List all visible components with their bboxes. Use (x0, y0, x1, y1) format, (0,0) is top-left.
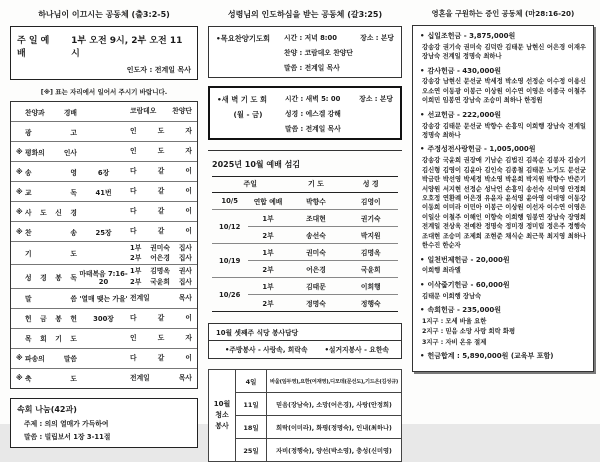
stand-marker: ※ (16, 167, 23, 176)
offering-district-2: 2지구 : 믿음 소망 사랑 희락 화평 (422, 328, 516, 336)
bullet-icon: • (420, 66, 425, 75)
right-column (412, 0, 594, 372)
order-person: 1부 권미숙 집사 2부 어은경 집사 (130, 244, 192, 263)
cell-group-theme: 주제 : 의의 열매가 가득하여 (24, 419, 109, 428)
worship-order-table (10, 101, 198, 389)
serving-schedule-title: 2025년 10월 예배 섬김 (212, 160, 301, 169)
meeting-details (284, 32, 394, 72)
offering-title: 선교헌금 - 222,000원 (427, 110, 501, 119)
order-detail: 300장 (93, 315, 114, 324)
meeting-time: 시간 : 새벽 5: 00 (285, 95, 341, 103)
order-person: 인 도 자 (130, 147, 192, 156)
order-person: 1부 김명옥 권사 2부 국윤희 집사 (130, 267, 192, 286)
order-label: 광 고 (25, 128, 77, 137)
meeting-name: •목요찬양기도회 (216, 34, 271, 43)
serving-scripture: 권기숙 (343, 210, 398, 227)
serving-part: 2부 (248, 295, 289, 312)
serving-row (212, 278, 398, 295)
order-row-benediction (11, 368, 197, 388)
meeting-bible: 성경 : 에스겔 강해 (285, 110, 341, 118)
stand-marker: ※ (16, 207, 23, 216)
serving-date: 10/26 (212, 278, 248, 312)
dishwashing-service: •설거지봉사 - 요한속 (324, 346, 389, 354)
order-label: 파송의 말씀 (25, 355, 77, 364)
offering-names: 강송강 국윤희 권장애 기남순 김법진 김복순 김봉자 김슬기 김신형 김영이 김윤아 김인숙 김종철 김태문 노기도 문선균 박금란 박선영 박세정 박소영 박윤희 박지원 박향수 반준기 서양원 서지현 선정순 성낙언 손흥익 송선숙 신미영 안정희 오호정 연환례 어은경 유윤자 윤석영 윤아영 이대영 이동강 이동희 이미라 이민아 이봉근 이상원 이선자 이수연 이영은 이일산 이철주 이해인 이향숙 이희행 임봉연 장남숙 장영희 전계일 전상욱 전예찬 정명숙 정미경 정미림 정은주 정행숙 조대현 조승미 조제희 조현준 채식순 최근묵 최지영 최하나 한수진 한순자 (422, 157, 586, 250)
order-row-hymn (11, 221, 197, 241)
order-person: 다 같 이 (130, 227, 192, 236)
meeting-days: (월 - 금) (233, 110, 263, 119)
order-label: 목 회 기 도 (25, 335, 77, 344)
order-label: 교 독 (25, 188, 77, 197)
order-label: 평화의 인사 (25, 148, 77, 157)
serving-part: 2부 (248, 227, 289, 244)
col-header-prayer: 기 도 (289, 177, 344, 193)
serving-date: 10/5 (212, 193, 248, 210)
serving-schedule-table (212, 176, 398, 312)
bullet-icon: • (420, 352, 425, 361)
bullet-icon: • (420, 280, 425, 289)
order-label: 찬 송 (25, 228, 77, 237)
order-label: 사 도 신 경 (25, 208, 77, 217)
offering-section-cellgroup (420, 306, 586, 347)
offering-title: 이삭줍기헌금 - 60,000원 (427, 280, 510, 289)
meeting-name: •새 벽 기 도 회 (월 - 금) (217, 93, 279, 133)
offering-section-mission (420, 111, 586, 141)
offering-title: 감사헌금 - 430,000원 (427, 66, 501, 75)
left-column (10, 0, 198, 448)
serving-prayer: 정명숙 (289, 295, 344, 312)
order-person: 다 같 이 (130, 314, 192, 323)
meeting-place: 장소 : 본당 (360, 34, 394, 42)
left-column-title: 하나님이 이끄시는 공동체 (출3:2-5) (38, 10, 170, 19)
stand-marker: ※ (16, 147, 23, 156)
order-person: 전계일 목사 (130, 374, 192, 383)
order-row-doxology (11, 161, 197, 181)
order-person: 인 도 자 (130, 334, 192, 343)
sunday-service-times: 1부 오전 9시, 2부 오전 11시 (71, 36, 183, 59)
dawn-prayer-meeting-box (208, 86, 402, 140)
order-row-responsive-reading (11, 181, 197, 201)
serving-scripture: 김명옥 (343, 244, 398, 261)
meeting-time: 시간 : 저녁 8:00 (284, 34, 337, 42)
offering-section-sanctuary (420, 145, 586, 250)
order-row-pastoral-prayer (11, 328, 197, 348)
sunday-service-leader: 인도자 : 전계일 목사 (126, 66, 191, 74)
offering-title: 일천번제헌금 - 20,000원 (427, 255, 510, 264)
meeting-speaker: 말씀 : 전계일 목사 (285, 125, 341, 133)
thursday-praise-meeting-box (208, 26, 402, 78)
order-person: 다 같 이 (130, 187, 192, 196)
cleaning-day: 25일 (236, 439, 267, 462)
order-person: 코람데오 찬양단 (130, 107, 192, 116)
cell-group-sharing-box (10, 398, 198, 448)
order-label: 헌 금 봉 헌 (25, 315, 77, 324)
middle-column-title: 성령님의 인도하심을 받는 공동체 (갈3:25) (227, 10, 383, 19)
section-divider (208, 150, 402, 151)
serving-prayer: 조대현 (289, 210, 344, 227)
sermon-title: '열매 맺는 가을' (79, 295, 128, 304)
serving-prayer: 송선숙 (289, 227, 344, 244)
cleaning-teams: 믿음(장남숙), 소망(어은경), 사랑(안정희) (267, 393, 402, 416)
order-person: 다 같 이 (130, 207, 192, 216)
order-label: 기 도 (25, 250, 77, 259)
bullet-icon: • (420, 145, 425, 154)
order-detail: 6장 (97, 168, 110, 177)
order-label: 송 영 (25, 168, 77, 177)
cell-group-scripture: 말씀 : 빌립보서 1장 3-11절 (24, 432, 111, 441)
order-detail: 마태복음 7:16-20 (79, 269, 128, 286)
col-header-scripture: 성 경 (343, 177, 398, 193)
cleaning-day: 18일 (236, 416, 267, 439)
cleaning-row (209, 416, 402, 439)
order-row-creed (11, 201, 197, 221)
serving-row (212, 210, 398, 227)
serving-scripture: 정행숙 (343, 295, 398, 312)
dining-service-box (208, 323, 402, 359)
cleaning-service-table (208, 369, 402, 462)
order-detail: 25장 (95, 228, 112, 237)
stand-marker: ※ (16, 354, 23, 363)
stand-marker: ※ (16, 374, 23, 383)
order-row-scripture-reading (11, 264, 197, 287)
bullet-icon: • (420, 306, 425, 315)
order-row-greeting (11, 141, 197, 161)
meeting-praise: 찬양 : 코람데오 찬양단 (284, 49, 353, 57)
meeting-details (285, 93, 393, 133)
offering-names: 김태문 이희행 장남숙 (422, 292, 482, 300)
order-person: 인 도 자 (130, 127, 192, 136)
cleaning-row (209, 370, 402, 393)
order-label: 말 씀 (25, 295, 77, 304)
cleaning-teams: 자비(정행숙), 양선(박소영), 충성(신미영) (267, 439, 402, 462)
offering-total: 헌금합계 : 5,890,000원 (교육부 포함) (427, 352, 554, 361)
sunday-service-title (17, 33, 191, 59)
serving-scripture: 김영이 (343, 193, 398, 210)
order-row-offering (11, 308, 197, 328)
offering-report-box (412, 25, 594, 372)
order-detail: 41번 (95, 188, 112, 197)
middle-column (208, 0, 402, 462)
offering-title: 주정성전사랑헌금 - 1,005,000원 (427, 145, 536, 154)
order-person: 다 같 이 (130, 167, 192, 176)
serving-row (212, 193, 398, 210)
serving-part: 1부 (248, 244, 289, 261)
serving-prayer: 김태문 (289, 278, 344, 295)
bullet-icon: • (420, 255, 425, 264)
col-header-date: 주일 (212, 177, 289, 193)
cleaning-row (209, 439, 402, 462)
offering-district-1: 1지구 : 모세 바울 요한 (422, 317, 487, 325)
offering-title: 속회헌금 - 235,000원 (427, 306, 501, 315)
stand-marker: ※ (16, 227, 23, 236)
offering-names: 강송강 권기숙 권미숙 김덕란 김태문 남현신 어은경 이재우 장남숙 전계일 정명숙 최하나 (422, 43, 586, 61)
cleaning-day: 4일 (236, 370, 267, 393)
offering-section-tithe (420, 32, 586, 62)
order-label: 성 경 봉 독 (25, 273, 77, 282)
serving-part: 연합 예배 (248, 193, 289, 210)
cleaning-teams: 희락(이미라), 화평(정명숙), 인내(최하나) (267, 416, 402, 439)
order-row-sermon (11, 288, 197, 308)
order-row-sending-word (11, 348, 197, 368)
sunday-service-label: 주 일 예 배 (17, 36, 50, 59)
sunday-service-box (10, 26, 198, 80)
serving-date: 10/12 (212, 210, 248, 244)
cleaning-row (209, 393, 402, 416)
offering-names: 강송강 남현신 문선균 박세정 박소영 선정순 이수정 이용신 오소연 이동광 이봉근 이상원 이수연 이영은 이종국 이철주 이희민 임봉연 장남숙 조승미 최하나 한정원 (422, 78, 586, 105)
kitchen-service: •주방봉사 - 사랑속, 희락속 (225, 346, 308, 354)
order-row-prayer (11, 241, 197, 264)
serving-scripture: 이희행 (343, 278, 398, 295)
order-person: 전계일 목사 (130, 294, 192, 303)
serving-part: 1부 (248, 210, 289, 227)
serving-prayer: 권미숙 (289, 244, 344, 261)
stand-note: [※] 표는 자리에서 일어서 주시기 바랍니다. (40, 88, 168, 96)
cell-group-title: 속회 나눔(42과) (17, 404, 77, 414)
order-person: 다 같 이 (130, 354, 192, 363)
serving-scripture: 박지원 (343, 227, 398, 244)
offering-district-3: 3지구 : 자비 온유 절제 (422, 338, 487, 346)
dining-service-title: 10월 셋째주 식당 봉사담당 (209, 324, 401, 341)
order-label: 축 도 (25, 375, 77, 384)
serving-scripture: 국윤희 (343, 261, 398, 278)
serving-prayer: 어은경 (289, 261, 344, 278)
serving-part: 1부 (248, 278, 289, 295)
meeting-place: 장소 : 본당 (359, 95, 393, 103)
order-label: 찬양과 경배 (25, 108, 77, 117)
bullet-icon: • (420, 110, 425, 119)
cleaning-side-label: 10월 청소 봉사 (209, 370, 236, 462)
offering-section-total (420, 352, 586, 362)
order-row-praise (11, 102, 197, 121)
offering-section-thanksgiving (420, 67, 586, 106)
right-column-title: 영혼을 구원하는 증인 공동체 (마28:16-20) (431, 9, 575, 18)
offering-names: 강송강 김태문 문선균 박향수 손흥익 이희행 장남숙 전계일 정명숙 최하나 (422, 122, 586, 140)
bullet-icon: • (420, 32, 425, 40)
serving-date: 10/19 (212, 244, 248, 278)
offering-section-gleaning (420, 281, 586, 301)
serving-part: 2부 (248, 261, 289, 278)
serving-row (212, 244, 398, 261)
offering-section-burnt (420, 256, 586, 276)
offering-names: 이희행 최라엘 (422, 267, 461, 275)
serving-prayer: 박향수 (289, 193, 344, 210)
stand-marker: ※ (16, 187, 23, 196)
order-row-announcement (11, 121, 197, 141)
cleaning-teams: 바울(임두영),요한(여재영),디모데(문선도),기드온(김성규) (267, 370, 402, 393)
cleaning-day: 11일 (236, 393, 267, 416)
meeting-speaker: 말씀 : 전계일 목사 (284, 64, 340, 72)
offering-title: 십일조헌금 - 3,875,000원 (427, 32, 516, 40)
